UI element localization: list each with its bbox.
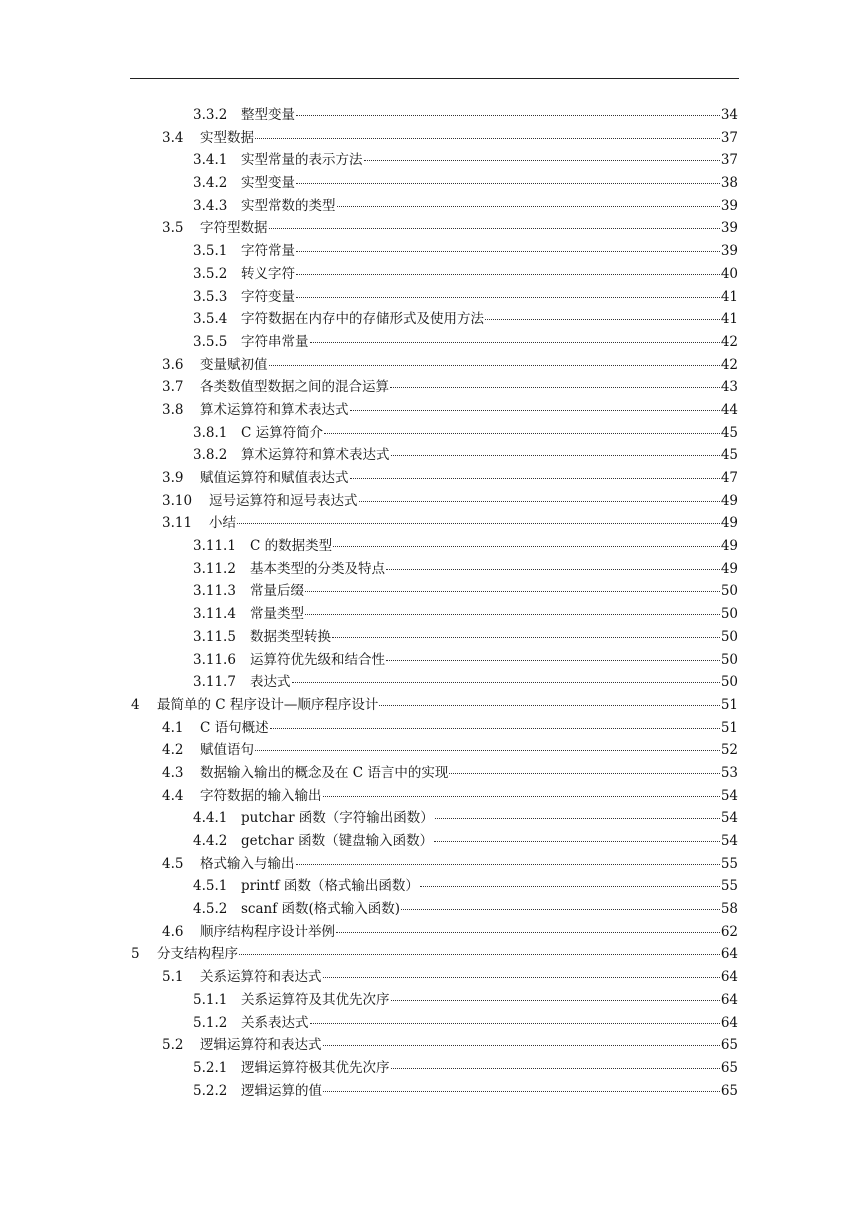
toc-entry-line [193, 286, 738, 309]
toc-entry-number: 3.11 [162, 515, 193, 532]
toc-entry[interactable] [0, 580, 868, 603]
dot-leader [359, 500, 720, 502]
toc-entry[interactable] [0, 1080, 868, 1103]
toc-entry-title: 转义字符 [241, 265, 295, 282]
toc-entry-line [162, 966, 738, 989]
toc-entry-number: 3.4.1 [193, 152, 228, 169]
toc-entry-title: 变量赋初值 [200, 356, 268, 373]
dot-leader [269, 364, 720, 366]
toc-entry-line [162, 217, 738, 240]
toc-entry-title: scanf 函数(格式输入函数) [241, 901, 401, 918]
toc-entry-page-number: 39 [720, 197, 738, 214]
toc-entry-number: 3.8.2 [193, 447, 228, 464]
dot-leader [391, 1067, 720, 1069]
dot-leader [296, 114, 720, 116]
toc-entry-page-number: 39 [720, 243, 738, 260]
toc-entry-title: 数据输入输出的概念及在 C 语言中的实现 [200, 764, 449, 781]
toc-entry-page-number: 62 [720, 923, 738, 940]
toc-entry-number: 4.4.2 [193, 833, 228, 849]
dot-leader [350, 409, 720, 411]
toc-entry-page-number: 54 [720, 810, 738, 827]
toc-entry[interactable] [0, 376, 868, 399]
toc-entry-page-number: 52 [720, 742, 738, 759]
dot-leader [435, 817, 720, 819]
dot-leader [336, 931, 720, 933]
dot-leader [323, 795, 720, 797]
toc-entry-line [162, 785, 738, 808]
toc-entry-line [193, 535, 738, 558]
toc-entry-line [193, 989, 738, 1012]
toc-entry-number: 5.2.1 [193, 1059, 228, 1076]
toc-entry-number: 5.1 [162, 969, 184, 986]
toc-entry[interactable] [0, 1057, 868, 1080]
toc-entry[interactable] [0, 1012, 868, 1035]
toc-entry-line [162, 853, 738, 876]
toc-entry-line [193, 580, 738, 603]
toc-entry-line [193, 649, 738, 672]
toc-entry-line [193, 195, 738, 218]
toc-entry-number: 4.3 [162, 764, 184, 781]
table-of-contents [0, 104, 868, 1102]
toc-entry-line [193, 1057, 738, 1080]
toc-entry-title: 最简单的 C 程序设计—顺序程序设计 [157, 696, 379, 713]
dot-leader [239, 953, 720, 955]
toc-entry-title: C 的数据类型 [250, 538, 333, 555]
toc-entry-line [193, 172, 738, 195]
dot-leader [364, 159, 720, 161]
dot-leader [386, 568, 720, 570]
toc-entry-number: 3.3.2 [193, 107, 228, 123]
dot-leader [323, 1090, 720, 1092]
toc-entry[interactable] [0, 921, 868, 944]
toc-entry[interactable] [0, 512, 868, 535]
toc-entry-line [162, 512, 738, 535]
toc-entry-line [193, 671, 738, 694]
toc-entry-line [193, 875, 738, 898]
toc-entry[interactable] [0, 217, 868, 240]
toc-entry[interactable] [0, 1034, 868, 1057]
toc-entry-page-number: 51 [720, 696, 738, 713]
toc-entry[interactable] [0, 240, 868, 263]
toc-entry-number: 4.5 [162, 855, 184, 872]
toc-entry[interactable] [0, 853, 868, 876]
toc-entry-number: 3.7 [162, 379, 184, 396]
toc-entry-title: 关系运算符和表达式 [200, 969, 322, 986]
toc-entry-number: 5 [131, 946, 140, 963]
toc-entry-title: 常量类型 [250, 606, 304, 623]
toc-entry-number: 5.1.2 [193, 1014, 228, 1031]
toc-entry-number: 4.5.2 [193, 901, 228, 918]
toc-entry-line [193, 603, 738, 626]
toc-entry-page-number: 51 [720, 719, 738, 736]
toc-entry-number: 3.11.4 [193, 606, 236, 623]
toc-entry[interactable] [0, 490, 868, 513]
toc-entry-number: 3.5 [162, 220, 184, 237]
toc-entry-number: 3.5.2 [193, 265, 228, 282]
toc-entry-line [131, 694, 738, 717]
toc-entry[interactable] [0, 558, 868, 581]
toc-entry-page-number: 40 [720, 265, 738, 282]
header-rule [130, 78, 739, 79]
dot-leader [255, 137, 720, 139]
toc-entry-title: 算术运算符和算术表达式 [241, 447, 390, 464]
toc-entry-line [193, 149, 738, 172]
dot-leader [337, 205, 720, 207]
toc-entry-page-number: 50 [720, 583, 738, 600]
toc-entry-title: 逻辑运算符和表达式 [200, 1037, 322, 1054]
toc-entry[interactable] [0, 603, 868, 626]
toc-entry-page-number: 58 [720, 901, 738, 918]
toc-entry[interactable] [0, 671, 868, 694]
dot-leader [350, 477, 720, 479]
toc-entry-title: 逻辑运算符极其优先次序 [241, 1059, 390, 1076]
toc-entry[interactable] [0, 626, 868, 649]
toc-entry[interactable] [0, 739, 868, 762]
toc-entry-title: 小结 [209, 515, 236, 532]
toc-entry-line [162, 1034, 738, 1057]
toc-entry-number: 3.8 [162, 401, 184, 418]
toc-entry[interactable] [0, 989, 868, 1012]
toc-entry-page-number: 42 [720, 356, 738, 373]
dot-leader [391, 999, 720, 1001]
toc-entry-title: 实型常数的类型 [241, 197, 336, 214]
toc-entry[interactable] [0, 966, 868, 989]
dot-leader [390, 386, 720, 388]
toc-entry-line [193, 104, 738, 127]
toc-entry-number: 3.6 [162, 356, 184, 373]
toc-entry-number: 4.6 [162, 923, 184, 940]
toc-entry[interactable] [0, 762, 868, 785]
toc-entry-title: C 运算符简介 [241, 424, 324, 441]
toc-entry-title: 分支结构程序 [157, 946, 238, 963]
toc-entry-number: 3.4.3 [193, 197, 228, 214]
toc-entry[interactable] [0, 717, 868, 740]
toc-entry[interactable] [0, 444, 868, 467]
toc-entry-title: 各类数值型数据之间的混合运算 [200, 379, 389, 396]
toc-entry-line [162, 490, 738, 513]
dot-leader [310, 341, 720, 343]
toc-entry[interactable] [0, 172, 868, 195]
toc-entry-number: 4 [131, 696, 140, 713]
toc-entry-page-number: 44 [720, 401, 738, 418]
toc-entry-title: 基本类型的分类及特点 [250, 560, 385, 577]
dot-leader [333, 545, 720, 547]
dot-leader [296, 863, 720, 865]
toc-entry-line [193, 898, 738, 921]
toc-entry-page-number: 50 [720, 628, 738, 645]
toc-entry-number: 3.11.2 [193, 560, 236, 577]
toc-entry-page-number: 65 [720, 1037, 738, 1054]
dot-leader [255, 749, 720, 751]
toc-entry-page-number: 53 [720, 764, 738, 781]
toc-entry-line [193, 1080, 738, 1103]
toc-entry-number: 3.5.3 [193, 288, 228, 305]
dot-leader [391, 454, 720, 456]
toc-entry[interactable] [0, 467, 868, 490]
toc-entry-line [193, 558, 738, 581]
toc-entry-page-number: 41 [720, 311, 738, 328]
toc-entry-title: 实型常量的表示方法 [241, 152, 363, 169]
toc-entry-number: 3.11.7 [193, 674, 236, 691]
toc-entry-line [193, 422, 738, 445]
toc-entry[interactable] [0, 149, 868, 172]
toc-entry-line [193, 263, 738, 286]
toc-entry[interactable] [0, 535, 868, 558]
toc-entry[interactable] [0, 422, 868, 445]
dot-leader [401, 908, 720, 910]
toc-entry-page-number: 64 [720, 946, 738, 963]
toc-entry-page-number: 65 [720, 1082, 738, 1099]
toc-entry-title: 关系表达式 [241, 1014, 309, 1031]
toc-entry-number: 3.5.4 [193, 311, 228, 328]
dot-leader [379, 704, 719, 706]
toc-entry-number: 3.4 [162, 129, 184, 146]
toc-entry-line [193, 626, 738, 649]
toc-entry[interactable] [0, 694, 868, 717]
dot-leader [305, 613, 720, 615]
toc-entry-number: 3.11.1 [193, 538, 236, 555]
toc-entry[interactable] [0, 263, 868, 286]
toc-entry-line [162, 399, 738, 422]
toc-entry-number: 5.2 [162, 1037, 184, 1054]
toc-entry-line [193, 1012, 738, 1035]
toc-entry-number: 3.11.3 [193, 583, 236, 600]
dot-leader [305, 590, 720, 592]
dot-leader [269, 227, 720, 229]
toc-entry-title: 运算符优先级和结合性 [250, 651, 385, 668]
toc-entry-line [193, 444, 738, 467]
toc-entry-title: 字符数据的输入输出 [200, 787, 322, 804]
dot-leader [485, 318, 720, 320]
toc-entry-page-number: 54 [720, 833, 738, 849]
toc-entry-line [193, 308, 738, 331]
toc-entry-page-number: 34 [720, 107, 738, 123]
toc-entry-title: getchar 函数（键盘输入函数） [241, 833, 434, 849]
toc-entry-page-number: 49 [720, 492, 738, 509]
dot-leader [323, 1044, 720, 1046]
toc-entry-title: 字符常量 [241, 243, 295, 260]
toc-entry[interactable] [0, 807, 868, 830]
toc-entry-page-number: 37 [720, 129, 738, 146]
toc-entry-page-number: 41 [720, 288, 738, 305]
toc-entry-line [162, 739, 738, 762]
toc-entry-title: 赋值运算符和赋值表达式 [200, 470, 349, 486]
toc-entry-page-number: 49 [720, 560, 738, 577]
toc-entry-number: 3.11.6 [193, 651, 236, 668]
toc-entry-number: 5.2.2 [193, 1082, 228, 1099]
toc-entry-number: 3.4.2 [193, 175, 228, 192]
toc-entry-title: 实型数据 [200, 129, 254, 146]
toc-entry[interactable] [0, 354, 868, 377]
dot-leader [296, 273, 720, 275]
toc-entry-page-number: 64 [720, 969, 738, 986]
toc-entry-line [162, 467, 738, 490]
toc-entry[interactable] [0, 195, 868, 218]
toc-entry-line [162, 921, 738, 944]
toc-entry[interactable] [0, 875, 868, 898]
toc-entry-number: 3.5.5 [193, 333, 228, 350]
toc-entry-page-number: 55 [720, 878, 738, 895]
toc-entry-title: 字符型数据 [200, 220, 268, 237]
dot-leader [323, 976, 720, 978]
toc-entry-line [193, 240, 738, 263]
toc-entry[interactable] [0, 943, 868, 966]
toc-entry-number: 4.5.1 [193, 878, 228, 895]
dot-leader [434, 840, 720, 842]
toc-entry-page-number: 43 [720, 379, 738, 396]
toc-entry-number: 4.2 [162, 742, 184, 759]
toc-entry[interactable] [0, 104, 868, 127]
toc-entry-title: 关系运算符及其优先次序 [241, 991, 390, 1008]
toc-entry-page-number: 50 [720, 674, 738, 691]
dot-leader [324, 432, 720, 434]
toc-entry-page-number: 64 [720, 991, 738, 1008]
toc-entry-number: 4.4 [162, 787, 184, 804]
toc-entry-line [193, 807, 738, 830]
dot-leader [420, 885, 720, 887]
toc-entry-page-number: 50 [720, 606, 738, 623]
toc-entry-number: 4.4.1 [193, 810, 228, 827]
toc-entry-page-number: 49 [720, 515, 738, 532]
toc-entry-number: 5.1.1 [193, 991, 228, 1008]
toc-entry[interactable] [0, 649, 868, 672]
toc-entry-page-number: 54 [720, 787, 738, 804]
toc-entry-page-number: 45 [720, 424, 738, 441]
toc-entry-line [131, 943, 738, 966]
dot-leader [310, 1022, 720, 1024]
toc-entry-number: 3.8.1 [193, 424, 228, 441]
toc-entry-title: C 语句概述 [200, 719, 269, 736]
toc-entry-title: 赋值语句 [200, 742, 254, 759]
toc-entry-page-number: 37 [720, 152, 738, 169]
toc-entry[interactable] [0, 399, 868, 422]
toc-entry[interactable] [0, 308, 868, 331]
toc-entry-line [162, 127, 738, 150]
dot-leader [449, 772, 719, 774]
toc-entry-number: 3.9 [162, 470, 184, 486]
toc-entry[interactable] [0, 830, 868, 853]
toc-entry-number: 3.10 [162, 492, 193, 509]
toc-entry-title: 字符数据在内存中的存储形式及使用方法 [241, 311, 484, 328]
toc-entry-title: printf 函数（格式输出函数） [241, 878, 419, 895]
dot-leader [237, 522, 720, 524]
toc-entry-title: 数据类型转换 [250, 628, 331, 645]
toc-entry-page-number: 49 [720, 538, 738, 555]
toc-entry-line [162, 376, 738, 399]
toc-entry-title: 整型变量 [241, 107, 295, 123]
toc-entry-page-number: 47 [720, 470, 738, 486]
toc-entry-line [162, 762, 738, 785]
toc-entry-line [193, 331, 738, 354]
toc-entry[interactable] [0, 286, 868, 309]
toc-entry-title: 格式输入与输出 [200, 855, 295, 872]
toc-entry[interactable] [0, 898, 868, 921]
toc-entry-number: 3.11.5 [193, 628, 236, 645]
toc-entry-page-number: 45 [720, 447, 738, 464]
toc-entry[interactable] [0, 331, 868, 354]
toc-entry-title: 字符串常量 [241, 333, 309, 350]
toc-entry-line [162, 717, 738, 740]
toc-entry[interactable] [0, 127, 868, 150]
toc-entry-page-number: 38 [720, 175, 738, 192]
dot-leader [332, 636, 720, 638]
toc-entry[interactable] [0, 785, 868, 808]
toc-entry-page-number: 64 [720, 1014, 738, 1031]
toc-entry-page-number: 50 [720, 651, 738, 668]
toc-entry-title: 表达式 [250, 674, 291, 691]
toc-entry-title: putchar 函数（字符输出函数） [241, 810, 434, 827]
toc-entry-title: 逻辑运算的值 [241, 1082, 322, 1099]
dot-leader [296, 250, 720, 252]
toc-entry-line [193, 830, 738, 853]
toc-entry-number: 3.5.1 [193, 243, 228, 260]
toc-entry-page-number: 65 [720, 1059, 738, 1076]
toc-entry-title: 实型变量 [241, 175, 295, 192]
toc-entry-page-number: 42 [720, 333, 738, 350]
toc-entry-title: 顺序结构程序设计举例 [200, 923, 335, 940]
toc-entry-line [162, 354, 738, 377]
toc-entry-title: 字符变量 [241, 288, 295, 305]
toc-entry-title: 算术运算符和算术表达式 [200, 401, 349, 418]
dot-leader [296, 182, 720, 184]
dot-leader [292, 681, 720, 683]
toc-entry-page-number: 39 [720, 220, 738, 237]
toc-entry-number: 4.1 [162, 719, 184, 736]
toc-entry-title: 逗号运算符和逗号表达式 [209, 492, 358, 509]
dot-leader [270, 727, 720, 729]
dot-leader [386, 659, 720, 661]
toc-entry-title: 常量后缀 [250, 583, 304, 600]
toc-entry-page-number: 55 [720, 855, 738, 872]
dot-leader [296, 296, 720, 298]
